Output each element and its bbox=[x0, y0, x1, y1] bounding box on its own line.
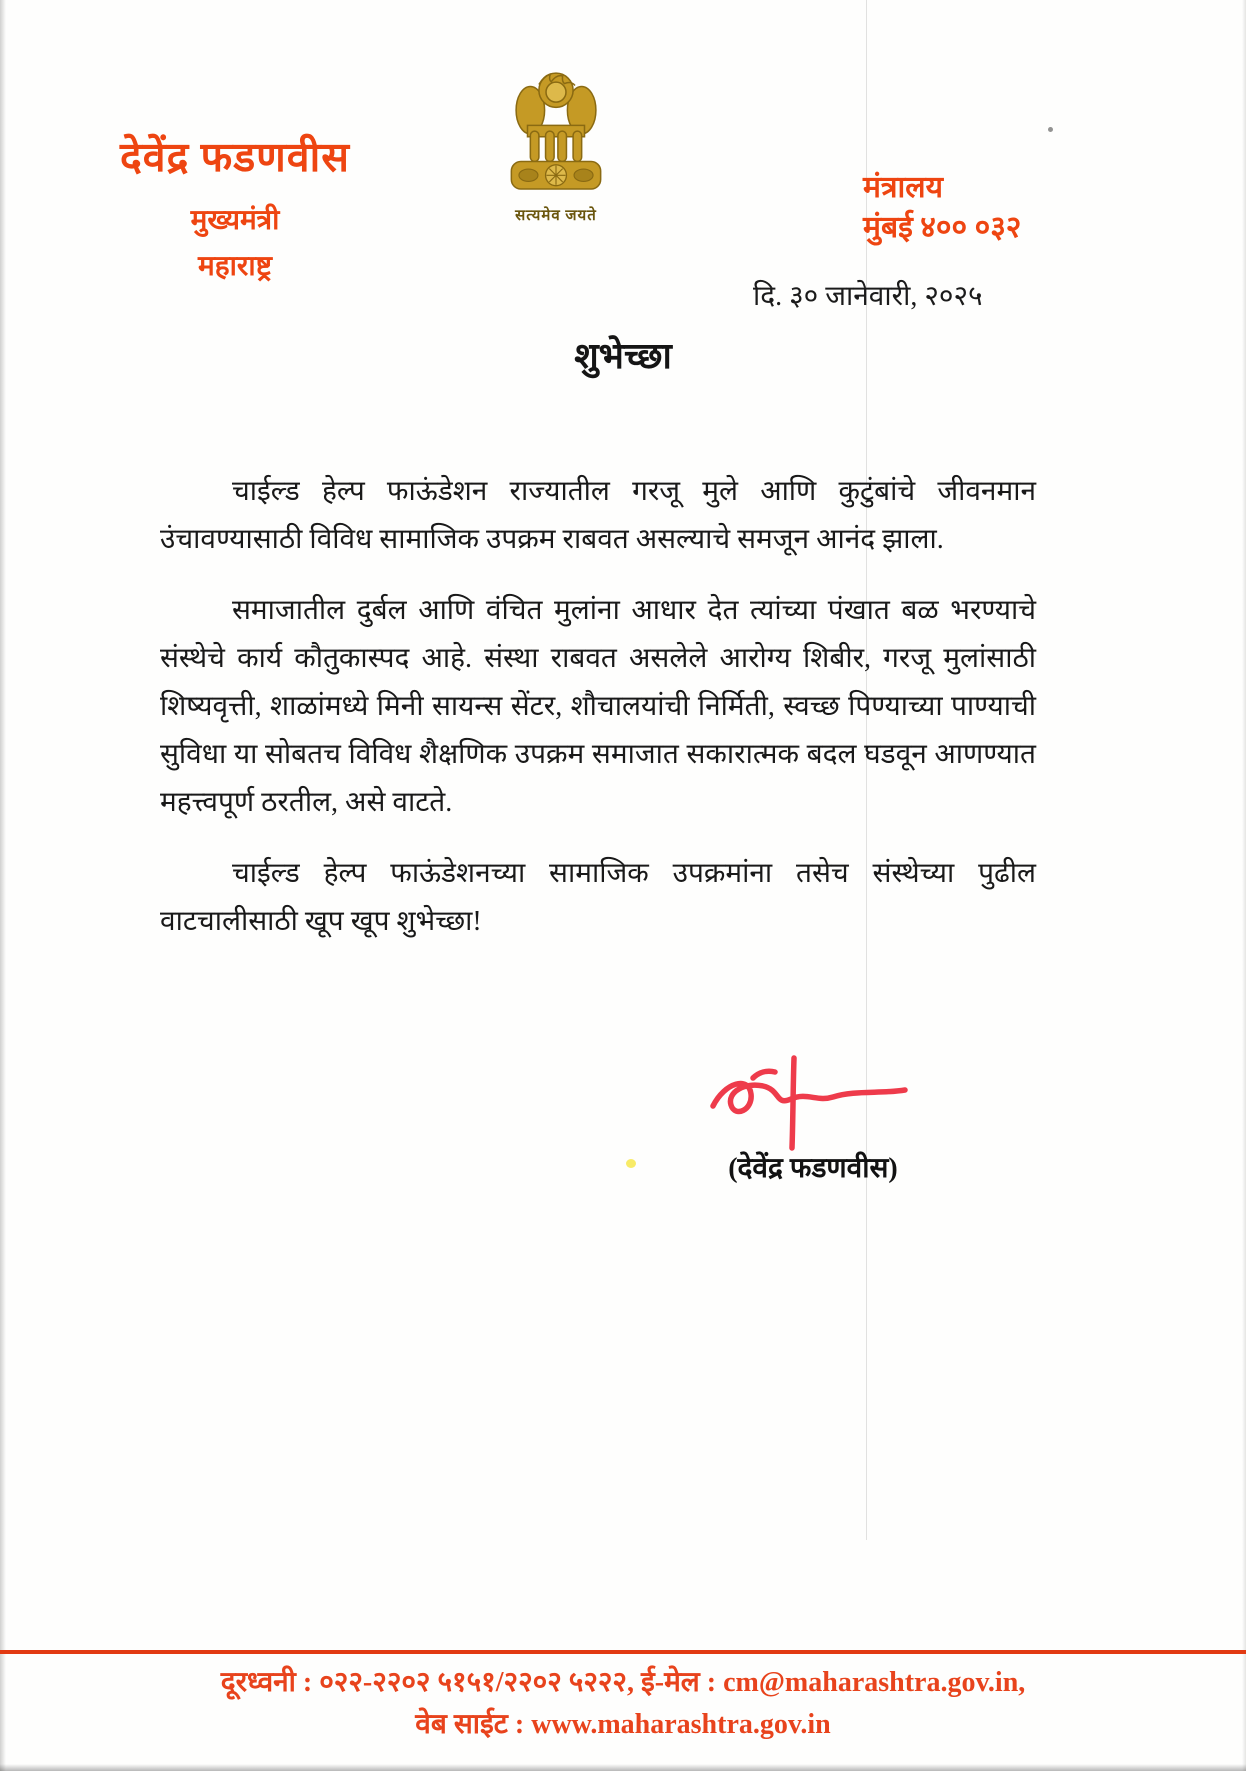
signatory-name: (देवेंद्र फडणवीस) bbox=[728, 1153, 898, 1184]
paragraph-1: चाईल्ड हेल्प फाऊंडेशन राज्यातील गरजू मुले आणि कुटुंबांचे जीवनमान उंचावण्यासाठी विविध सामाजिक उपक्रम राबवत असल्याचे समजून आनंद झाला. bbox=[160, 476, 1036, 555]
sender-name: देवेंद्र फडणवीस bbox=[120, 134, 350, 180]
footer-website-line: वेब साईट : www.maharashtra.gov.in bbox=[415, 1709, 831, 1740]
letter-subject: शुभेच्छा bbox=[574, 336, 672, 376]
scan-speck-dark bbox=[1048, 127, 1053, 132]
letter-body bbox=[160, 468, 1036, 969]
emblem-block bbox=[492, 68, 620, 225]
sender-designation: मुख्यमंत्री bbox=[190, 205, 280, 236]
signature-scribble bbox=[697, 1052, 929, 1152]
paragraph-3: चाईल्ड हेल्प फाऊंडेशनच्या सामाजिक उपक्रमांना तसेच संस्थेच्या पुढील वाटचालीसाठी खूप खूप शुभेच्छा! bbox=[160, 858, 1036, 937]
emblem-caption: सत्यमेव जयते bbox=[515, 208, 597, 224]
paragraph-2: समाजातील दुर्बल आणि वंचित मुलांना आधार देत त्यांच्या पंखात बळ भरण्याचे संस्थेचे कार्य कौतुकास्पद आहे. संस्था राबवत असलेले आरोग्य शिबीर, गरजू मुलांसाठी शिष्यवृत्ती, शाळांमध्ये मिनी सायन्स सेंटर, शौचालयांची निर्मिती, स्वच्छ पिण्याच्या पाण्याची सुविधा या सोबतच विविध शैक्षणिक उपक्रम समाजात सकारात्मक बदल घडवून आणण्यात महत्त्वपूर्ण ठरतील, असे वाटते. bbox=[160, 595, 1036, 818]
scan-edge-bottom bbox=[0, 1764, 1246, 1771]
office-name: मंत्रालय bbox=[863, 171, 944, 204]
office-block bbox=[863, 168, 1021, 248]
letter-date: दि. ३० जानेवारी, २०२५ bbox=[753, 281, 983, 312]
scan-speck-yellow bbox=[626, 1159, 636, 1168]
scan-edge-right bbox=[1242, 0, 1246, 1771]
office-address: मुंबई ४०० ०३२ bbox=[863, 211, 1022, 244]
ashoka-emblem-icon bbox=[499, 68, 613, 198]
signature-block bbox=[688, 1052, 938, 1186]
sender-state: महाराष्ट्र bbox=[198, 251, 272, 282]
footer-contact-line: दूरध्वनी : ०२२-२२०२ ५१५१/२२०२ ५२२२, ई-मेल : cm@maharashtra.gov.in, bbox=[220, 1667, 1026, 1698]
sender-block bbox=[90, 128, 380, 284]
footer-divider bbox=[0, 1650, 1246, 1654]
scan-edge-left bbox=[0, 0, 6, 1771]
